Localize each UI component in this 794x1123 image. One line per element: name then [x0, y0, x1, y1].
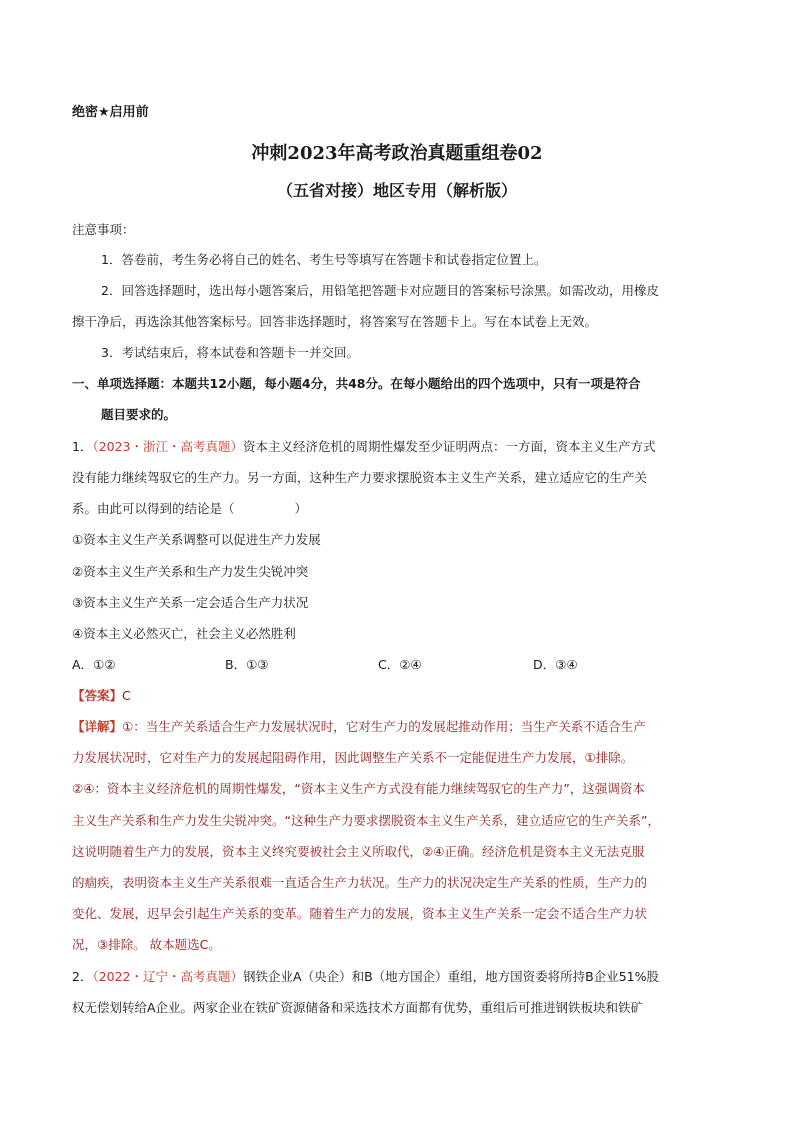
notice-item-2-line-1: 2．回答选择题时，选出每小题答案后，用铅笔把答题卡对应题目的答案标号涂黑。如需改动，用橡皮 — [101, 283, 659, 298]
question-2-line-2: 权无偿划转给A企业。两家企业在铁矿资源储备和采选技术方面都有优势，重组后可推进钢铁板块和铁矿 — [72, 1000, 644, 1015]
question-text: 资本主义经济危机的周期性爆发至少证明两点：一方面，资本主义生产方式 — [243, 439, 656, 454]
detail-line-3: ②④：资本主义经济危机的周期性爆发，“资本主义生产方式没有能力继续驾驭它的生产力”，这强调资本 — [72, 781, 645, 796]
detail-line-1: 【详解】①：当生产关系适合生产力发展状况时，它对生产力的发展起推动作用；当生产关系不适合生产 — [72, 719, 646, 734]
choice-b: B．①③ — [225, 657, 269, 672]
section-heading-line-1: 一、单项选择题：本题共12小题，每小题4分，共48分。在每小题给出的四个选项中，只有一项是符合 — [72, 376, 641, 391]
notice-item-2-line-2: 擦干净后，再选涂其他答案标号。回答非选择题时，将答案写在答题卡上。写在本试卷上无效。 — [72, 314, 598, 329]
detail-line-5: 这说明随着生产力的发展，资本主义终究要被社会主义所取代，②④正确。经济危机是资本主义无法克服 — [72, 844, 645, 859]
section-heading-line-2: 题目要求的。 — [101, 407, 177, 422]
answer-value: C — [122, 688, 131, 703]
statement-2: ②资本主义生产关系和生产力发生尖锐冲突 — [72, 564, 309, 579]
detail-line-2: 力发展状况时，它对生产力的发展起阻碍作用，因此调整生产关系不一定能促进生产力发展，①排除。 — [72, 750, 634, 765]
detail-line-4: 主义生产关系和生产力发生尖锐冲突。“这种生产力要求摆脱资本主义生产关系，建立适应它的生产关系”， — [72, 813, 660, 828]
confidential-label: 绝密★启用前 — [72, 105, 149, 120]
question-text: 钢铁企业A（央企）和B（地方国企）重组，地方国资委将所持B企业51%股 — [243, 969, 660, 984]
question-number: 2． — [72, 969, 93, 984]
choice-a: A．①② — [72, 657, 116, 672]
detail-line-7: 变化、发展，迟早会引起生产关系的变革。随着生产力的发展，资本主义生产关系一定会不适合生产力状 — [72, 906, 648, 921]
detail-label: 【详解】 — [72, 719, 123, 734]
question-1-line-1 — [72, 437, 656, 455]
page-title: 冲刺2023年高考政治真题重组卷02 — [251, 143, 543, 164]
question-source: （2023・浙江・高考真题） — [92, 439, 244, 454]
question-number: 1． — [72, 439, 93, 454]
page-subtitle: （五省对接）地区专用（解析版） — [276, 181, 517, 200]
notice-item-1: 1．答卷前，考生务必将自己的姓名、考生号等填写在答题卡和试卷指定位置上。 — [101, 252, 547, 267]
notice-item-3: 3．考试结束后，将本试卷和答题卡一并交回。 — [101, 345, 359, 360]
question-1-line-2: 没有能力继续驾驭它的生产力。另一方面，这种生产力要求摆脱资本主义生产关系，建立适应它的生产关 — [72, 470, 648, 485]
statement-1: ①资本主义生产关系调整可以促进生产力发展 — [72, 532, 321, 547]
answer-line — [72, 686, 131, 704]
question-1-line-3: 系。由此可以得到的结论是（ ） — [72, 501, 308, 516]
question-source: （2022・辽宁・高考真题） — [92, 969, 244, 984]
answer-label: 【答案】 — [72, 688, 123, 703]
detail-line-8: 况，③排除。 故本题选C。 — [72, 937, 221, 952]
statement-4: ④资本主义必然灭亡，社会主义必然胜利 — [72, 626, 296, 641]
question-2-line-1 — [72, 967, 659, 985]
detail-line-6: 的痼疾，表明资本主义生产关系很难一直适合生产力状况。生产力的状况决定生产关系的性质，生产力的 — [72, 875, 648, 890]
choice-d: D．③④ — [533, 657, 578, 672]
statement-3: ③资本主义生产关系一定会适合生产力状况 — [72, 595, 309, 610]
notice-heading: 注意事项： — [72, 222, 135, 237]
choice-c: C．②④ — [378, 657, 422, 672]
